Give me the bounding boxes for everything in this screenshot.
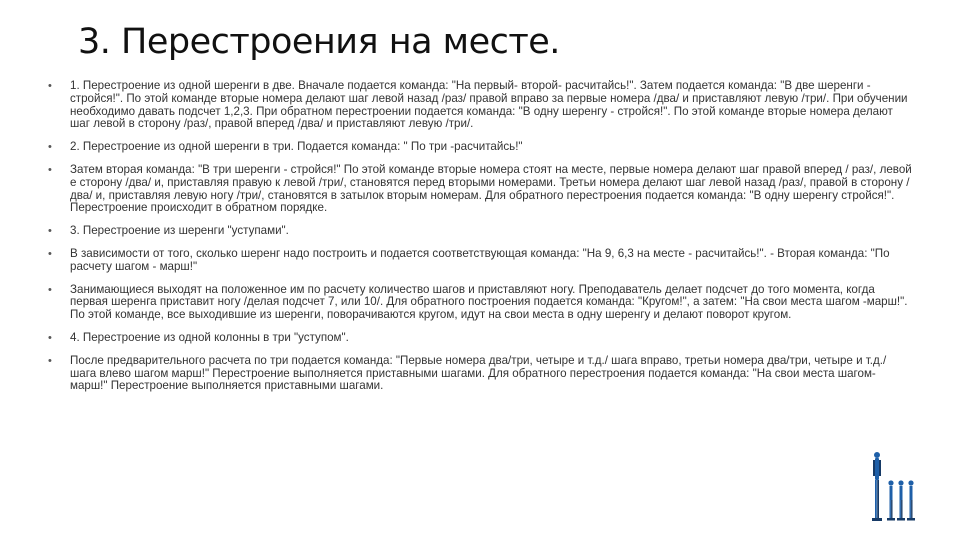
list-item-text: 2. Перестроение из одной шеренги в три. Подается команда: " По три -расчитайсь!": [70, 140, 523, 154]
list-item-text: 3. Перестроение из шеренги "уступами".: [70, 224, 289, 238]
standing-figure: [872, 452, 882, 521]
list-item-text: В зависимости от того, сколько шеренг надо построить и подается соответствующая команда: "На 9, 6,3 на месте - расчитайсь!". - Вторая команда: "По расчету шагом - марш!": [70, 246, 890, 273]
list-item: [48, 225, 914, 238]
bullet-icon: •: [48, 225, 52, 238]
bullet-list: [48, 80, 914, 403]
bullet-icon: •: [48, 283, 52, 296]
list-item: [48, 355, 914, 393]
bullet-icon: •: [48, 331, 52, 344]
list-item-text: После предварительного расчета по три подается команда: "Первые номера два/три, четыре и т.д./ шага вправо, третьи номера два/три, четыре и т.д./ шага влево шагом марш!" Перестроение выполняется приставными шагами. Для обратного перестроения подается команда: "На свои места шагом- марш!" Перестроение выполняется приставными шагами.: [70, 353, 887, 393]
list-item: [48, 332, 914, 345]
list-item: [48, 141, 914, 154]
list-item-text: 4. Перестроение из одной колонны в три "уступом".: [70, 330, 349, 344]
list-item-text: Затем вторая команда: "В три шеренги - стройся!" По этой команде вторые номера стоят на месте, первые номера делают шаг правой вперед / раз/, левой е сторону /два/ и, приставляя правую к левой /три/, становятся перед вторыми номерами. Третьи номера делают шаг левой назад /раз/, правой в сторону /два/ и, приставляя левую ногу /три/, становятся в затылок вторым номерам. Для обратного перестроения подается команда: "В одну шеренгу стройся!". Перестроение происходит в обратном порядке.: [70, 162, 912, 215]
list-item: [48, 164, 914, 215]
bullet-icon: •: [48, 247, 52, 260]
bullet-icon: •: [48, 141, 52, 154]
list-item-text: Занимающиеся выходят на положенное им по расчету количество шагов и приставляют ногу. Преподаватель делает подсчет до того момента, когда первая шеренга приставит ногу /делая подсчет 7, или 10/. Для обратного построения подается команда: "Кругом!", а затем: "На свои места шагом -марш!". По этой команде, все выходившие из шеренги, поворачиваются кругом, идут на свои места в одну шеренгу и делают поворот кругом.: [70, 282, 908, 322]
formation-figures-illustration: [858, 450, 920, 524]
list-item-text: 1. Перестроение из одной шеренги в две. Вначале подается команда: "На первый- второй- расчитайсь!". Затем подается команда: "В две шеренги - стройся!". По этой команде вторые номера делают шаг левой назад /раз/ правой вправо за первые номера /два/ и приставляют левую /три/. При обучении необходимо давать подсчет 1,2,3. При обратном перестроении подается команда: "В одну шеренгу - стройся!". По этой команде вторые номера делают шаг левой в сторону /раз/, правой вперед /два/ и приставляют левую /три/.: [70, 79, 908, 131]
standing-figure: [897, 480, 905, 520]
standing-figure: [907, 480, 915, 520]
list-item: [48, 284, 914, 322]
bullet-icon: •: [48, 354, 52, 367]
bullet-icon: •: [48, 80, 52, 92]
list-item: [48, 80, 914, 131]
bullet-icon: •: [48, 163, 52, 176]
slide-title: 3. Перестроения на месте.: [78, 22, 560, 62]
list-item: [48, 248, 914, 274]
standing-figure: [887, 480, 895, 520]
